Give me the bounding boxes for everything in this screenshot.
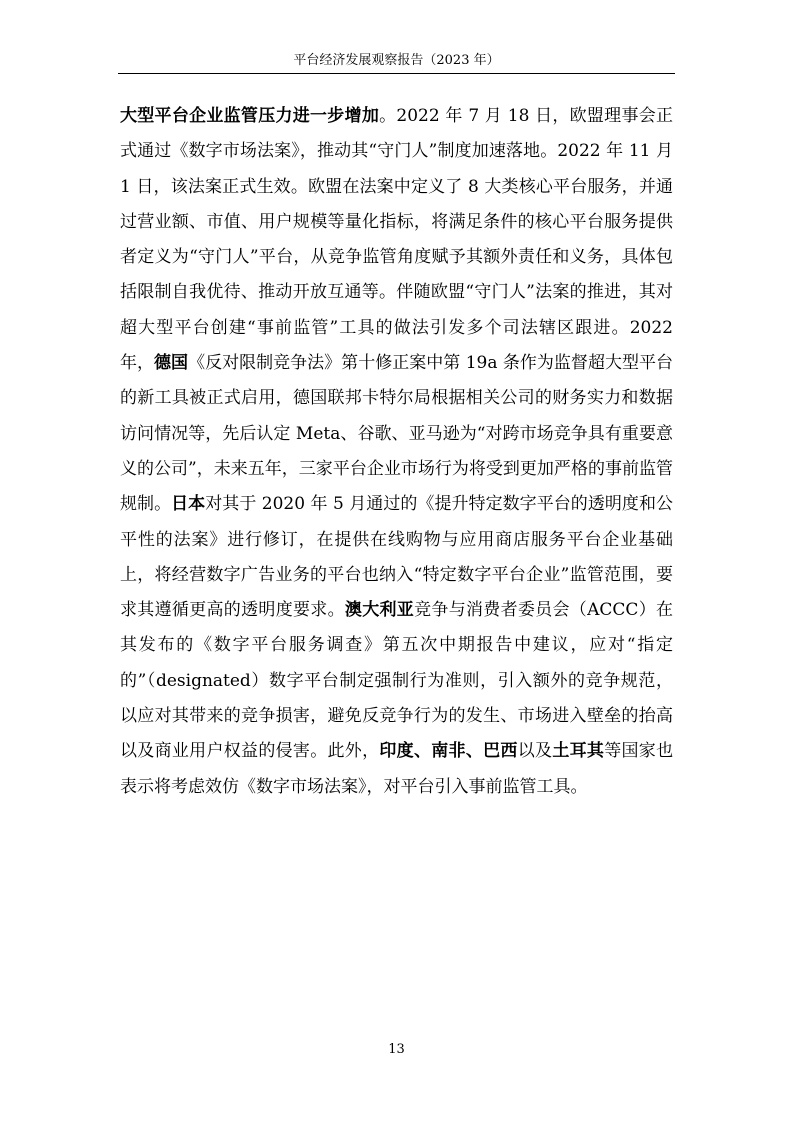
page-number: 13: [388, 1042, 405, 1057]
paragraph-text: 对其于 2020 年 5 月通过的《提升特定数字平台的透明度和公平性的法案》进行修订，在提供在线购物与应用商店服务平台企业基础上，将经营数字广告业务的平台也纳入“特定数字平台企业”监管范围，要求其遵循更高的透明度要求。: [120, 494, 674, 621]
header-divider: [118, 73, 675, 74]
paragraph-text: 。2022 年 7 月 18 日，欧盟理事会正式通过《数字市场法案》，推动其“守门人”制度加速落地。2022 年 11 月 1 日，该法案正式生效。欧盟在法案中定义了 8 大类核心平台服务，并通过营业额、市值、用户规模等量化指标，将满足条件的核心平台服务提供者定义为“守门人”平台，从竞争监管角度赋予其额外责任和义务，具体包括限制自我优待、推动开放互通等。伴随欧盟“守门人”法案的推进，其对超大型平台创建“事前监管”工具的做法引发多个司法辖区跟进。2022 年，: [120, 106, 674, 374]
separator: 、: [465, 741, 484, 762]
country-australia: 澳大利亚: [344, 600, 415, 621]
paragraph-text: 竞争与消费者委员会（ACCC）在其发布的《数字平台服务调查》第五次中期报告中建议，应对“指定的”（designated）数字平台制定强制行为准则，引入额外的竞争规范，以应对其带来的竞争损害，避免反竞争行为的发生、市场进入壁垒的抬高以及商业用户权益的侵害。此外，: [120, 600, 674, 762]
country-germany: 德国: [154, 353, 189, 374]
emphasis-heading: 大型平台企业监管压力进一步增加: [120, 106, 380, 126]
country-japan: 日本: [171, 494, 206, 515]
body-paragraph: [120, 99, 673, 805]
paragraph-text: 等国家也表示将考虑效仿《数字市场法案》，对平台引入事前监管工具。: [120, 741, 674, 797]
country-turkey: 土耳其: [552, 741, 605, 762]
paragraph-text: 《反对限制竞争法》第十修正案中第 19a 条作为监督超大型平台的新工具被正式启用，德国联邦卡特尔局根据相关公司的财务实力和数据访问情况等，先后认定 Meta、谷歌、亚马逊为“对跨市场竞争具有重要意义的公司”，未来五年，三家平台企业市场行为将受到更加严格的事前监管规制。: [120, 353, 674, 515]
separator: 、: [413, 741, 432, 762]
country-india: 印度: [379, 741, 414, 762]
country-south-africa: 南非: [431, 741, 466, 762]
country-brazil: 巴西: [483, 741, 518, 762]
paragraph-text: 以及: [517, 741, 553, 762]
running-header: 平台经济发展观察报告（2023 年）: [293, 53, 500, 68]
